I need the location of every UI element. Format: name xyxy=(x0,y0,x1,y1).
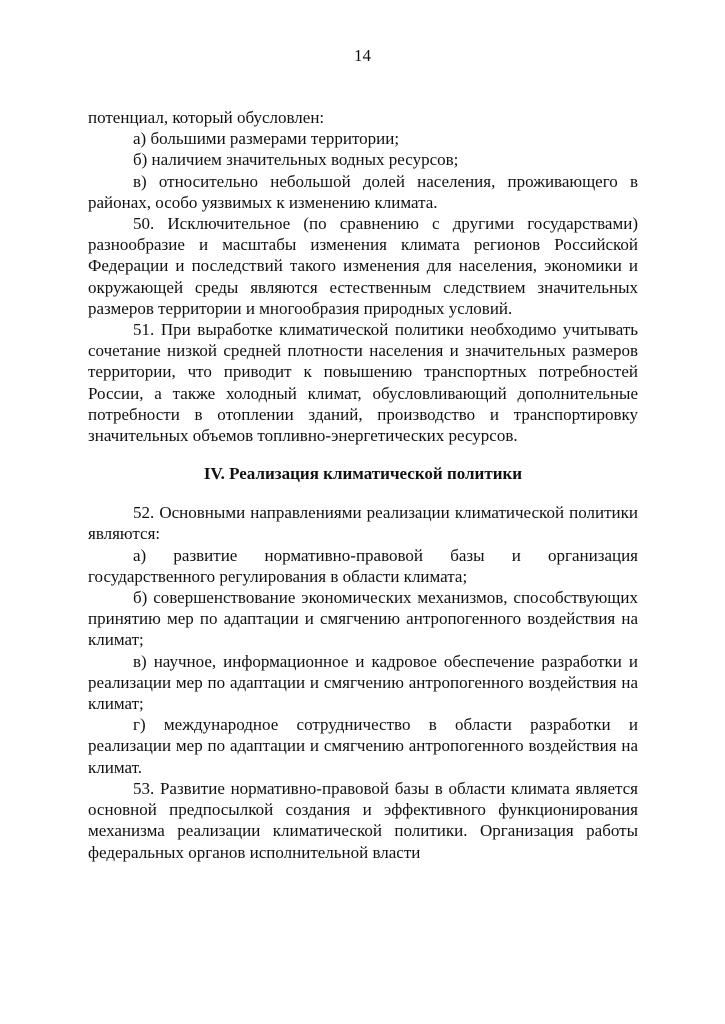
section-heading: IV. Реализация климатической политики xyxy=(203,464,523,484)
paragraph-continuation: потенциал, который обусловлен: xyxy=(88,108,325,127)
page-number: 14 xyxy=(354,46,371,65)
list-item-a: а) большими размерами территории; xyxy=(133,129,400,149)
list-item-52c: в) научное, информационное и кадровое обеспечение разработки и реализации мер по адаптации и смягчению антропогенного воздействия на климат; xyxy=(88,651,638,714)
document-body xyxy=(88,107,638,863)
list-item-c: в) относительно небольшой долей населения, проживающего в районах, особо уязвимых к изменению климата. xyxy=(88,171,638,212)
list-item-52d: г) международное сотрудничество в области разработки и реализации мер по адаптации и смягчению антропогенного воздействия на климат. xyxy=(88,715,638,777)
paragraph-53: 53. Развитие нормативно-правовой базы в области климата является основной предпосылкой создания и эффективного функционирования механизма реализации климатической политики. Организация работы федеральных органов исполнительной власти xyxy=(88,778,638,862)
paragraph-50: 50. Исключительное (по сравнению с другими государствами) разнообразие и масштабы изменения климата регионов Российской Федерации и последствий такого изменения для населения, экономики и окружающей среды являются естественным следствием значительных размеров территории и многообразия природных условий. xyxy=(88,214,638,318)
paragraph-51: 51. При выработке климатической политики необходимо учитывать сочетание низкой средней плотности населения и значительных размеров территории, что приводит к повышению транспортных потребностей России, а также холодный климат, обусловливающий дополнительные потребности в отоплении зданий, производство и транспортировку значительных объемов топливно-энергетических ресурсов. xyxy=(88,320,638,446)
list-item-52b: б) совершенствование экономических механизмов, способствующих принятию мер по адаптации и смягчению антропогенного воздействия на климат; xyxy=(88,588,638,650)
list-item-b: б) наличием значительных водных ресурсов; xyxy=(133,150,459,170)
paragraph-52: 52. Основными направлениями реализации климатической политики являются: xyxy=(88,503,638,544)
list-item-52a: а) развитие нормативно-правовой базы и организация государственного регулирования в области климата; xyxy=(88,545,638,586)
